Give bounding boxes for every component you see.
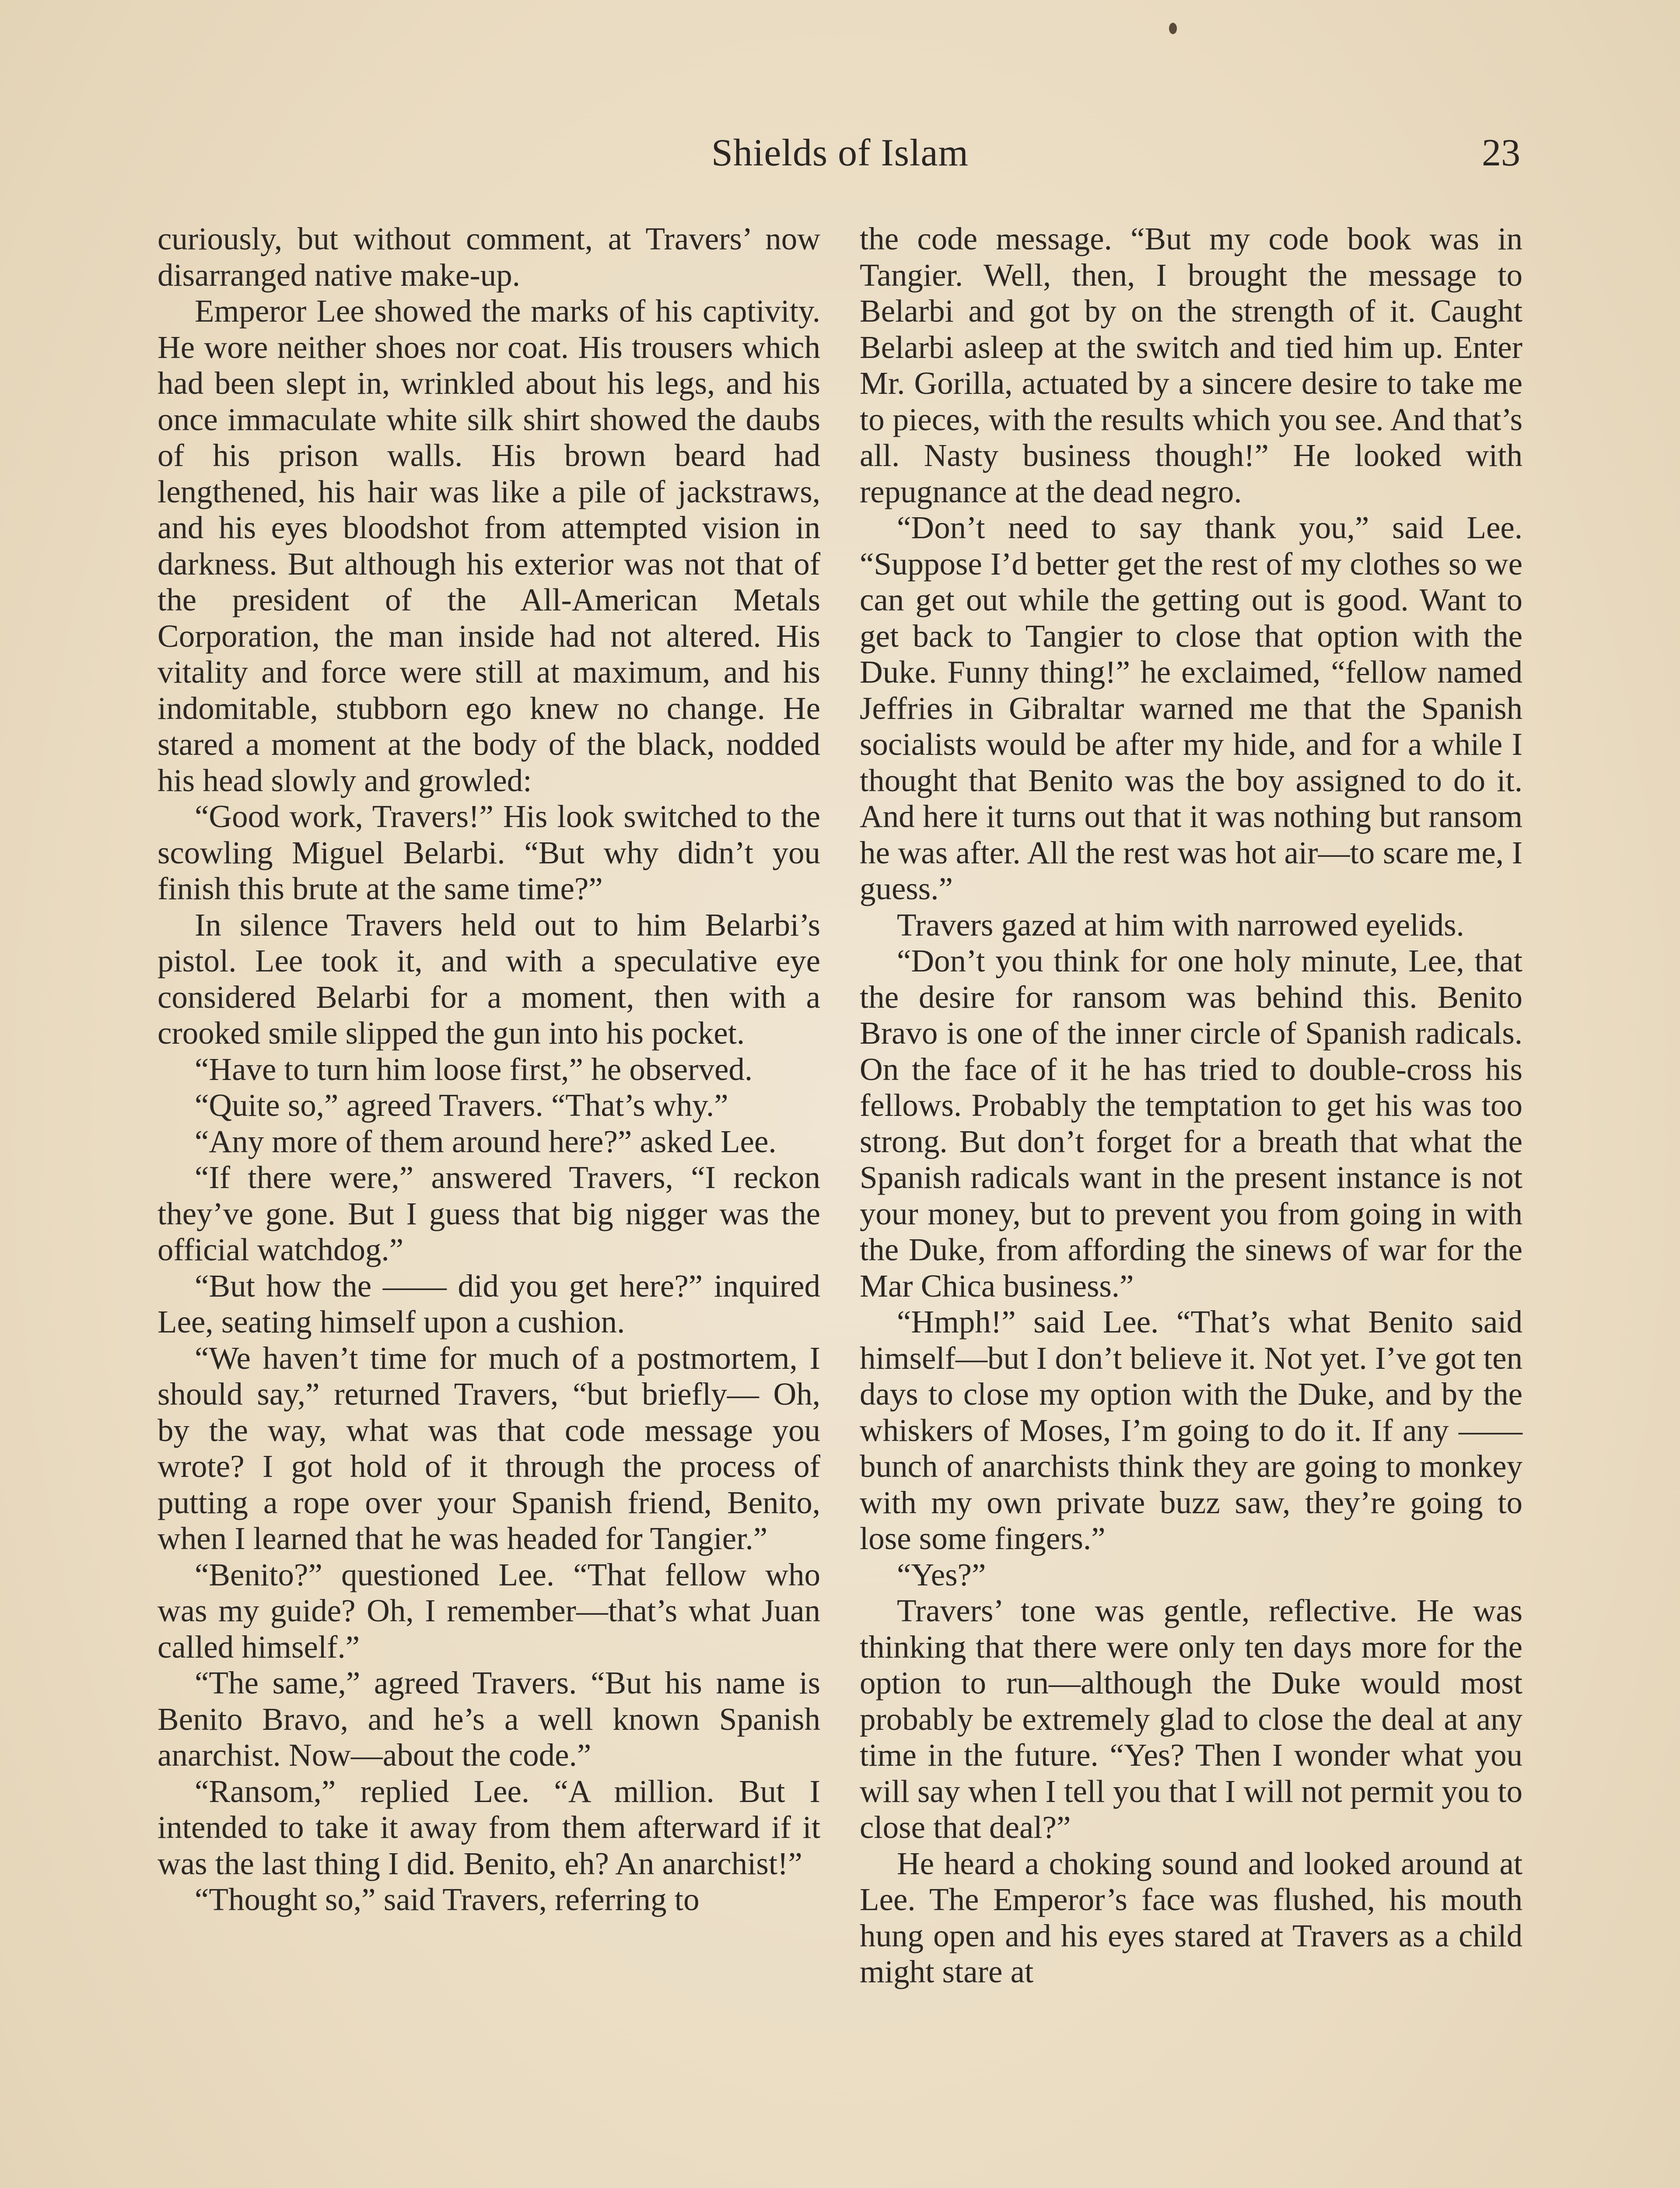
paragraph: “Don’t you think for one holy minute, Lee, that the desire for ransom was behind this. Benito Bravo is one of the inner circle of Spanish radicals. On the face of it he has tried to double-cross his fellows. Probably the temptation to get his was too strong. But don’t forget for a breath that what the Spanish radicals want in the present instance is not your money, but to prevent you from going in with the Duke, from affording the sinews of war for the Mar Chica business.” <box>860 943 1522 1304</box>
paragraph: “We haven’t time for much of a postmortem, I should say,” returned Travers, “but briefly— Oh, by the way, what was that code message you wrote? I got hold of it through the process of putting a rope over your Spanish friend, Benito, when I learned that he was headed for Tangier.” <box>158 1340 820 1556</box>
paragraph: curiously, but without comment, at Travers’ now disarranged native make-up. <box>158 221 820 293</box>
paragraph: “But how the —— did you get here?” inquired Lee, seating himself upon a cushion. <box>158 1268 820 1339</box>
paragraph: “Don’t need to say thank you,” said Lee. “Suppose I’d better get the rest of my clothes so we can get out while the getting out is good. Want to get back to Tangier to close that option with the Duke. Funny thing!” he exclaimed, “fellow named Jeffries in Gibraltar warned me that the Spanish socialists would be after my hide, and for a while I thought that Benito was the boy assigned to do it. And here it turns out that it was nothing but ransom he was after. All the rest was hot air—to scare me, I guess.” <box>860 510 1522 906</box>
paragraph: “Any more of them around here?” asked Lee. <box>195 1123 777 1159</box>
paragraph: “If there were,” answered Travers, “I reckon they’ve gone. But I guess that big nigger was the official watchdog.” <box>158 1160 820 1267</box>
paragraph: “Ransom,” replied Lee. “A million. But I intended to take it away from them afterward if it was the last thing I did. Benito, eh? An anarchist!” <box>158 1773 820 1881</box>
paragraph: Travers gazed at him with narrowed eyelids. <box>897 907 1464 943</box>
paragraph: He heard a choking sound and looked around at Lee. The Emperor’s face was flushed, his mouth hung open and his eyes stared at Travers as a child might stare at <box>860 1845 1522 1989</box>
paragraph: “Benito?” questioned Lee. “That fellow who was my guide? Oh, I remember—that’s what Juan called himself.” <box>158 1557 820 1665</box>
paragraph: Travers’ tone was gentle, reflective. He was thinking that there were only ten days more for the option to run—although the Duke would most probably be extremely glad to close the deal at any time in the future. “Yes? Then I wonder what you will say when I tell you that I will not permit you to close that deal?” <box>860 1593 1522 1845</box>
right-column <box>860 221 1522 1990</box>
paragraph: “The same,” agreed Travers. “But his name is Benito Bravo, and he’s a well known Spanish anarchist. Now—about the code.” <box>158 1665 820 1773</box>
paragraph: Emperor Lee showed the marks of his captivity. He wore neither shoes nor coat. His trousers which had been slept in, wrinkled about his legs, and his once immaculate white silk shirt showed the daubs of his prison walls. His brown beard had lengthened, his hair was like a pile of jackstraws, and his eyes bloodshot from attempted vision in darkness. But although his exterior was not that of the president of the All-American Metals Corporation, the man inside had not altered. His vitality and force were still at maximum, and his indomitable, stubborn ego knew no change. He stared a moment at the body of the black, nodded his head slowly and growled: <box>158 293 820 798</box>
page-header <box>0 127 1680 179</box>
paragraph: “Thought so,” said Travers, referring to <box>195 1882 700 1917</box>
paragraph: “Good work, Travers!” His look switched to the scowling Miguel Belarbi. “But why didn’t you finish this brute at the same time?” <box>158 799 820 906</box>
paragraph: “Yes?” <box>897 1557 986 1592</box>
paragraph: “Hmph!” said Lee. “That’s what Benito said himself—but I don’t believe it. Not yet. I’ve got ten days to close my option with the Duke, and by the whiskers of Moses, I’m going to do it. If any —— bunch of anarchists think they are going to monkey with my own private buzz saw, they’re going to lose some fingers.” <box>860 1304 1522 1556</box>
paragraph: “Have to turn him loose first,” he observed. <box>195 1051 753 1087</box>
paragraph: “Quite so,” agreed Travers. “That’s why.” <box>195 1087 728 1123</box>
ink-speck <box>1169 23 1177 34</box>
running-title: Shields of Islam <box>711 132 969 174</box>
paragraph: the code message. “But my code book was in Tangier. Well, then, I brought the message to Belarbi and got by on the strength of it. Caught Belarbi asleep at the switch and tied him up. Enter Mr. Gorilla, actuated by a sincere desire to take me to pieces, with the results which you see. And that’s all. Nasty business though!” He looked with repugnance at the dead negro. <box>860 221 1522 509</box>
page-number: 23 <box>1482 132 1520 174</box>
paragraph: In silence Travers held out to him Belarbi’s pistol. Lee took it, and with a speculative eye considered Belarbi for a moment, then with a crooked smile slipped the gun into his pocket. <box>158 907 820 1051</box>
left-column <box>158 221 820 1918</box>
